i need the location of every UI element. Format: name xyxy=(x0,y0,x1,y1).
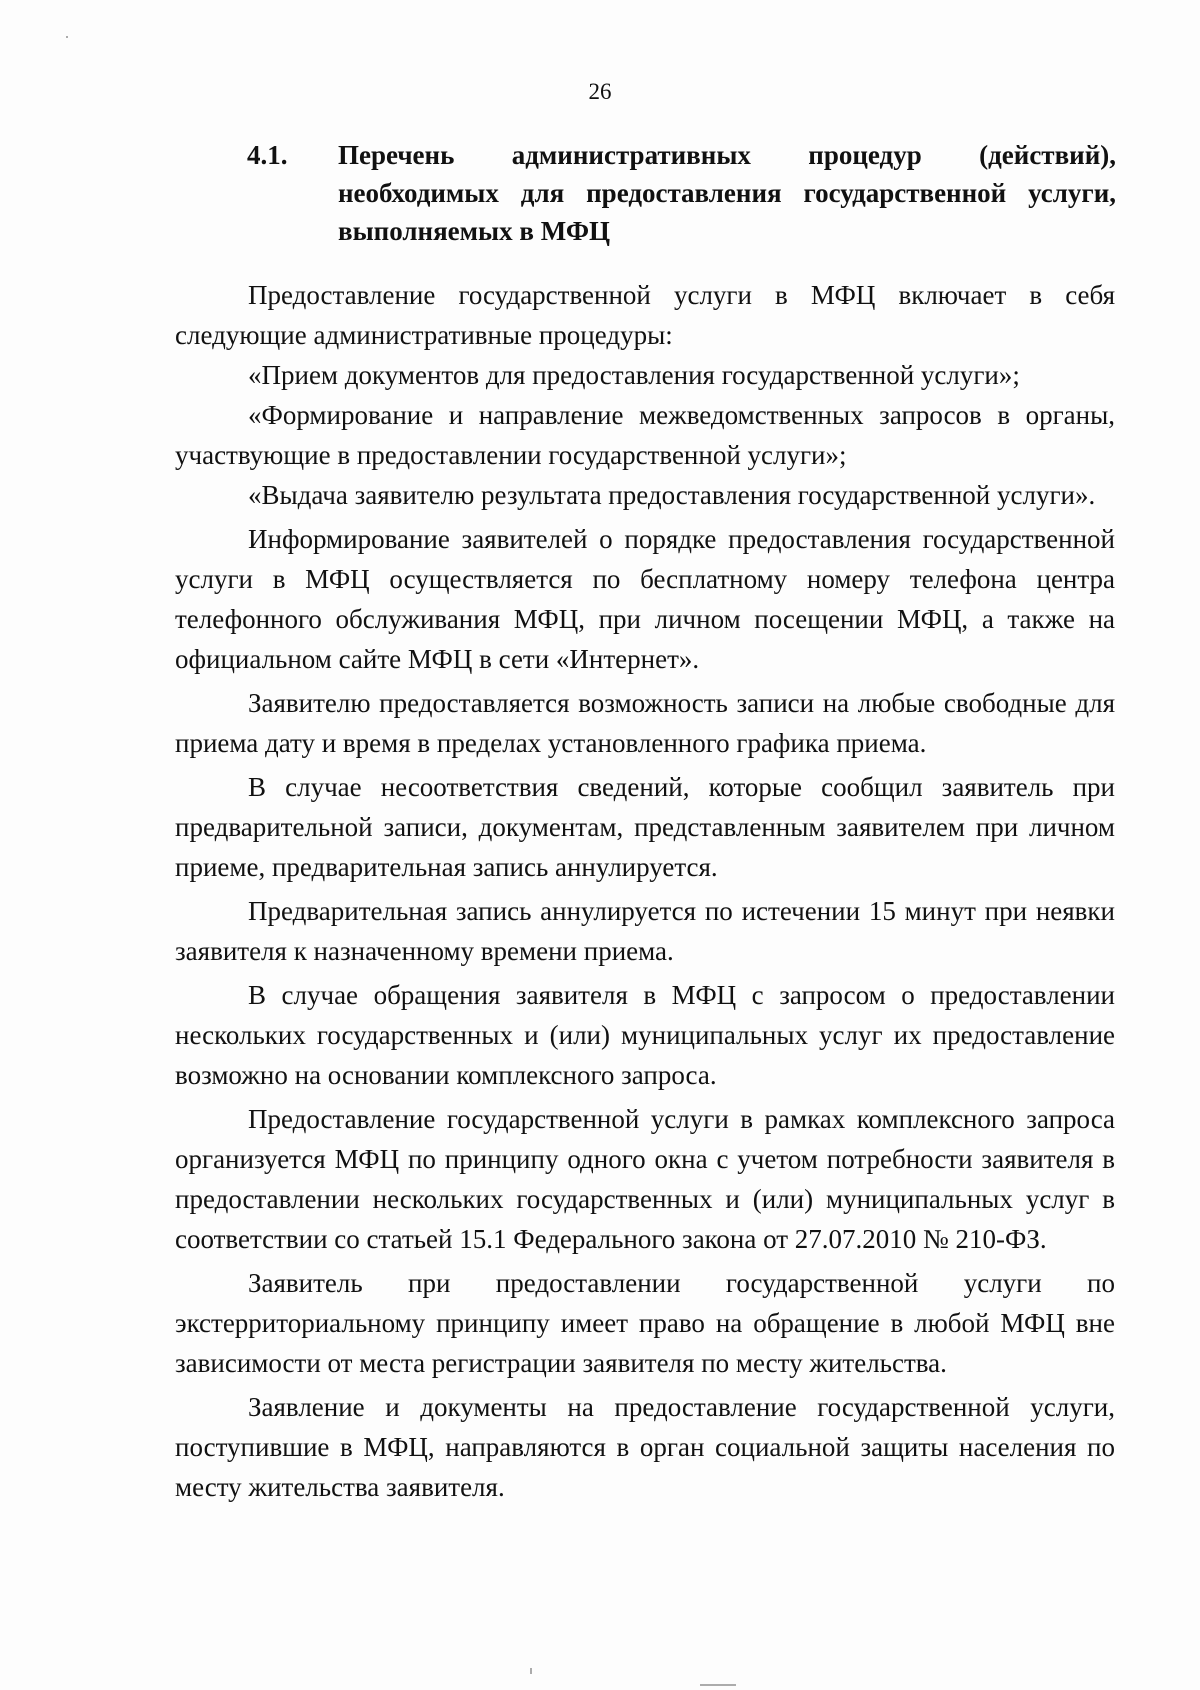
section-title: Перечень административных процедур (действий), необходимых для предоставления государственной услуги, выполняемых в МФЦ xyxy=(338,140,1116,246)
paragraph-mismatch: В случае несоответствия сведений, которые сообщил заявитель при предварительной записи, документам, представленным заявителем при личном приеме, предварительная запись аннулируется. xyxy=(175,772,1115,882)
paragraph-procedure-2: «Формирование и направление межведомственных запросов в органы, участвующие в предоставлении государственной услуги»; xyxy=(175,400,1115,470)
paragraph-extraterritorial: Заявитель при предоставлении государственной услуги по экстерриториальному принципу имеет право на обращение в любой МФЦ вне зависимости от места регистрации заявителя по месту жительства. xyxy=(175,1268,1115,1378)
paragraph-appointment: Заявителю предоставляется возможность записи на любые свободные для приема дату и время в пределах установленного графика приема. xyxy=(175,688,1115,758)
scan-speck xyxy=(66,36,68,38)
paragraph-forwarding: Заявление и документы на предоставление государственной услуги, поступившие в МФЦ, направляются в орган социальной защиты населения по месту жительства заявителя. xyxy=(175,1392,1115,1502)
paragraph-cancellation: Предварительная запись аннулируется по истечении 15 минут при неявки заявителя к назначенному времени приема. xyxy=(175,896,1115,966)
paragraph-intro: Предоставление государственной услуги в МФЦ включает в себя следующие административные процедуры: xyxy=(175,280,1115,350)
page-number: 26 xyxy=(588,79,612,104)
paragraph-complex-request: В случае обращения заявителя в МФЦ с запросом о предоставлении нескольких государственных и (или) муниципальных услуг их предоставление возможно на основании комплексного запроса. xyxy=(175,980,1115,1090)
paragraph-procedure-3: «Выдача заявителю результата предоставления государственной услуги». xyxy=(248,480,1096,510)
paragraph-procedure-1: «Прием документов для предоставления государственной услуги»; xyxy=(248,360,1020,390)
section-number: 4.1. xyxy=(247,140,288,170)
scan-speck xyxy=(530,1668,532,1674)
scan-edge-mark xyxy=(700,1684,736,1686)
paragraph-informing: Информирование заявителей о порядке предоставления государственной услуги в МФЦ осуществляется по бесплатному номеру телефона центра телефонного обслуживания МФЦ, при личном посещении МФЦ, а также на официальном сайте МФЦ в сети «Интернет». xyxy=(175,524,1115,674)
paragraph-one-window: Предоставление государственной услуги в рамках комплексного запроса организуется МФЦ по принципу одного окна с учетом потребности заявителя в предоставлении нескольких государственных и (или) муниципальных услуг в соответствии со статьей 15.1 Федерального закона от 27.07.2010 № 210-ФЗ. xyxy=(175,1104,1115,1254)
document-body xyxy=(175,275,1115,1507)
